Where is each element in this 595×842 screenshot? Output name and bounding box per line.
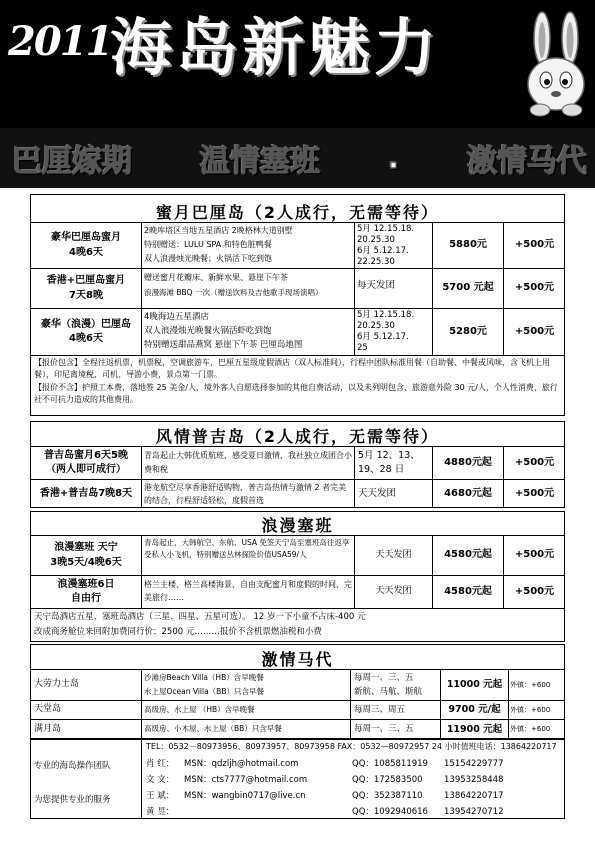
saipan-row-2-desc: 格兰主楼、格兰高楼海景，自由支配蜜月和度假的时间，完美旅行…… [144,580,352,602]
phuket-title: 风情普吉岛（2人成行，无需等待） [155,427,440,446]
contact-slogan-1: 专业的海岛操作团队 [34,761,111,771]
phuket-row-1-desc: 青岛起止大韩优质航班，感受夏日激情，我社独立成团合小费和税 [144,451,352,474]
slogan-maldives: 激情马代 [466,144,587,179]
contact-person: 黄 昱： QQ：1092940616 13954270712 [146,807,504,817]
bali-row-1-desc: 2晚库塔区当地五星酒店 2晚格林大道别墅 特别赠送：LULU SPA 和特色脏鸭餐 双人浪漫烛光晚餐；火锅活下吃到饱 [144,226,293,263]
header-banner [0,0,595,188]
bali-notes: 【报价包含】全程往返机票，机票税，空调旅游车，巴厘五星级度假酒店（双人标准间），行程中团队标准用餐（自助餐、中餐或风味，含飞机上用餐），印尼离境税，司机、导游小费，景点第一门票。 【报价不含】护照工本费，落地签 25 美金/人，境外客人自愿选择参加的其他自费活动，以及未列明包含、旅游意外险 30 元/人，个人性消费、旅行社不可抗力造成的其他费用。 [34,358,558,405]
contact-person: 王 斌： MSN：wangbin0717@live.cn QQ：352387110 13864220717 [146,788,566,804]
saipan-row-2-price: 4580元起 [444,585,492,597]
saipan-row-1-desc: 青岛起止，大韩航空、东航、USA 免签天宁岛至塞班岛往返享受私人小飞机，特别赠送丛林探险价值USA59/人 [144,538,350,559]
saipan-row-2-dates: 天天发团 [375,586,412,597]
contact-tel: TEL：0532－80973956、80973957、80973958 FAX：0532—80972957 24 小时值班电话：13864220717 [146,742,557,751]
contact-list [146,756,566,820]
maldives-row-3-desc: 高级房、小木屋、水上屋（BB）只含早餐 [144,724,282,734]
maldives-row-1-price: 11000 元起 [446,679,503,691]
phuket-row-2-plus: +500元 [514,487,555,499]
msn-link[interactable]: MSN：qdzljh@hotmail.com [184,759,299,769]
bali-row-3-dates: 5月 12.15.18. 20.25.30 6月 5.12.17. 25 [357,310,415,353]
msn-link[interactable]: MSN：wangbin0717@live.cn [184,791,306,801]
maldives-row-1-dates: 每周一、三、五 新航、马航、斯航 [354,673,423,697]
saipan-row-1-dates: 天天发团 [375,549,412,560]
maldives-row-3-price: 11900 元起 [446,723,503,735]
bali-row-2-price: 5700 元起 [442,282,494,294]
maldives-row-2-extra: 外镇：+600 [510,705,551,714]
maldives-row-3-dates: 每周一、三、五 [354,724,414,735]
bali-row-2-desc: 赠送蜜月花瓣床、新鲜水果、悬崖下午茶 浪漫海滩 BBQ 一次（赠送饮料及吉他歌手现场演唱） [144,273,323,297]
maldives-row-1-desc: 沙滩房Beach Villa（HB）含早晚餐 水上屋Ocean Villa（BB）只含早餐 [144,673,264,696]
bali-row-3-price: 5280元 [449,325,487,337]
contact-slogan-2: 为您提供专业的服务 [34,795,111,805]
slogan-saipan: 温情塞班 [199,144,320,179]
bali-row-1-price: 5880元 [449,239,487,251]
contact-person: 肖 红： MSN：qdzljh@hotmail.com QQ：1085811919 15154229777 [146,756,566,772]
phuket-row-1-name: 普吉岛蜜月6天5晚 （两人即可成行） [44,449,128,475]
slogan-dot: . [387,140,400,176]
maldives-row-1-name: 大劳力士岛 [34,679,80,690]
bali-row-3-name: 豪华（浪漫）巴厘岛 4晚6天 [41,318,131,344]
maldives-title: 激情马代 [261,650,334,669]
saipan-row-1-name: 浪漫塞班 天宁 3晚5天/4晚6天 [50,542,122,568]
contact-person: 文 文： MSN：cts7777@hotmail.com QQ：172583500 13953258448 [146,772,566,788]
saipan-notes: 天宁岛酒店五星、塞班岛酒店（三星、四星、五星可选）。 12 岁一下小童不占床-400 元 改成商务舱位来回附加费同行价：2500 元………报价不含机票燃油税和小费 [34,612,366,637]
bali-row-3-desc: 4晚海边五星酒店 双人浪漫烛光晚餐火锅活虾吃到饱 特别赠送甜品燕窝 悬崖下午茶 巴厘岛地图 [144,312,303,350]
msn-link[interactable]: MSN：cts7777@hotmail.com [184,775,308,785]
slogan-bali: 巴厘嫁期 [12,144,132,179]
saipan-row-2-name: 浪漫塞班6日 自由行 [57,578,115,604]
bali-row-1-name: 豪华巴厘岛蜜月 4晚6天 [51,232,121,258]
phuket-row-2-name: 香港+普吉岛7晚8天 [39,487,133,499]
maldives-row-2-name: 天堂岛 [34,704,62,715]
page-title: 海岛新魅力 [110,11,441,84]
bali-row-2-dates: 每天发团 [357,280,396,291]
maldives-row-3-name: 满月岛 [34,723,62,734]
maldives-row-2-price: 9700 元/起 [448,704,501,716]
phuket-row-1-dates: 5月 12、13、 19、28 日 [358,450,420,475]
bali-row-1-dates: 5月 12.15.18. 20.25.30 6月 5.12.17. 22.25.30 [357,224,415,267]
bali-row-1-plus: +500元 [514,239,555,251]
saipan-row-2-plus: +500元 [514,585,555,597]
maldives-row-1-extra: 外镇：+600 [510,680,551,689]
saipan-row-1-price: 4580元起 [444,549,492,561]
phuket-row-1-plus: +500元 [514,456,555,468]
bali-title: 蜜月巴厘岛（2人成行，无需等待） [155,203,440,222]
saipan-title: 浪漫塞班 [261,516,334,535]
bali-row-2-name: 香港+巴厘岛蜜月 7天8晚 [46,275,126,301]
phuket-row-1-price: 4880元起 [444,456,492,468]
year-label: 2011 [8,18,112,65]
maldives-row-2-desc: 高级房、水上屋 （HB）含早晚餐 [144,704,255,714]
bali-row-2-plus: +500元 [514,282,555,294]
maldives-row-3-extra: 外镇：+600 [510,725,551,734]
phuket-row-2-desc: 港龙航空尽享香港舒适购物，普吉岛热情与激情 2 者完美的结合，行程舒适轻松，度假首选 [144,483,347,505]
maldives-row-2-dates: 每周三、周五 [354,704,406,715]
slogan-row [12,132,587,184]
saipan-row-1-plus: +500元 [514,549,555,561]
phuket-row-2-price: 4680元起 [444,487,492,499]
phuket-row-2-dates: 天天发团 [358,488,397,500]
bunny-icon [520,10,592,120]
bali-row-3-plus: +500元 [514,325,555,337]
